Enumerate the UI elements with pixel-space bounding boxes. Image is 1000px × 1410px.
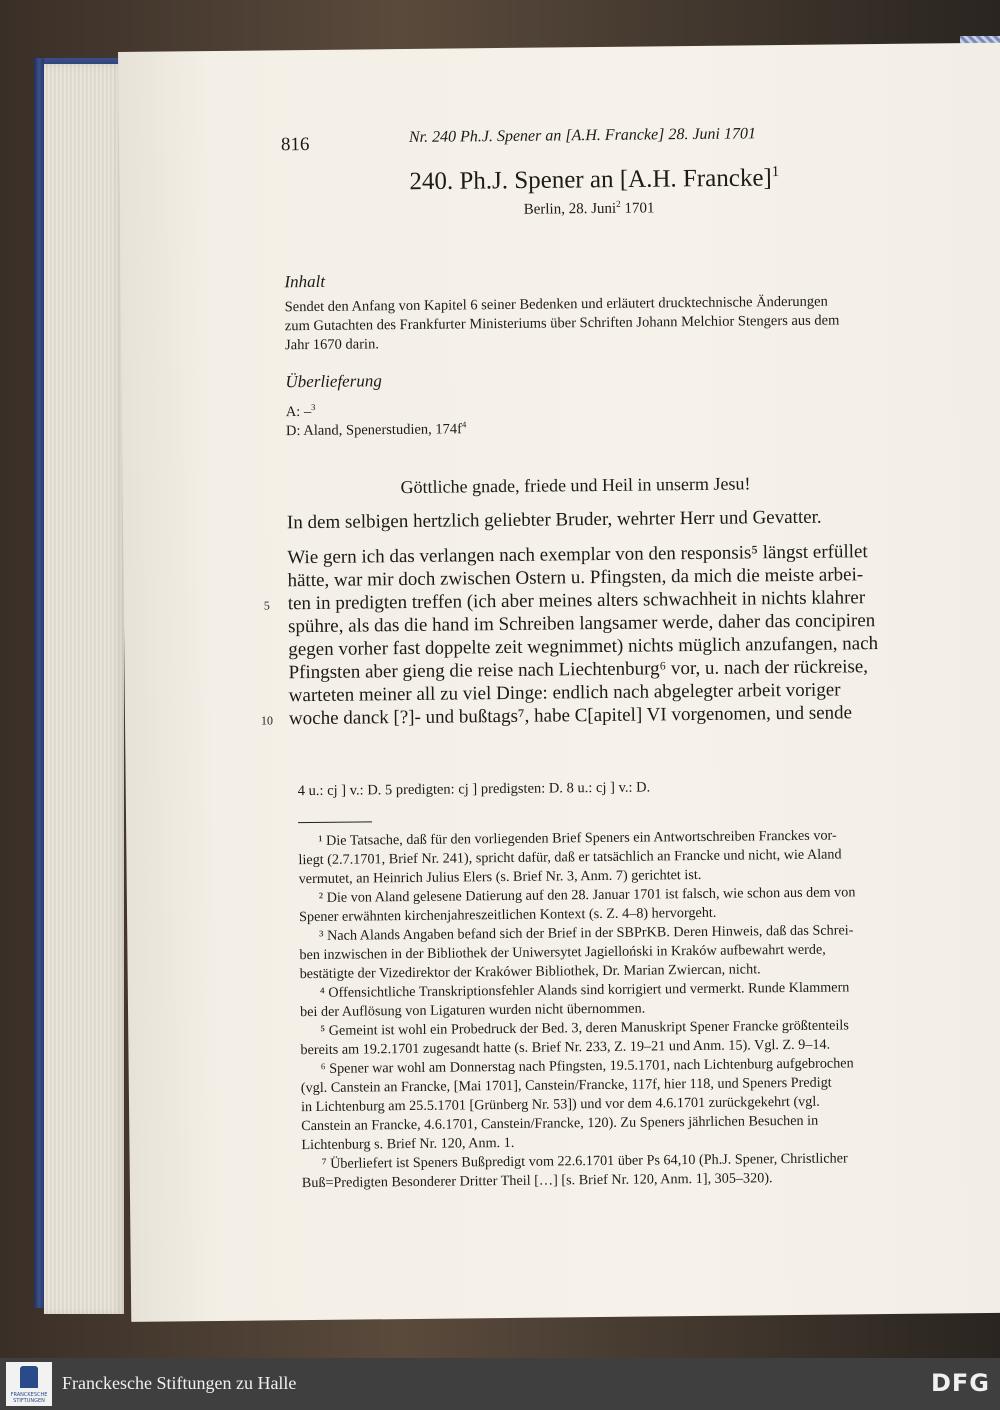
body-line: gegen vorher fast doppelte zeit wegnimmet) nichts müglich anzufangen, nach (288, 633, 879, 661)
footnote-rule (298, 821, 372, 823)
footnote-line: bei der Auflösung von Ligaturen wurden nicht übernommen. (299, 1000, 646, 1021)
footnote-line: ² Die von Aland gelesene Datierung auf den 28. Januar 1701 ist falsch, wie schon aus dem von (318, 884, 856, 906)
body-line: Wie gern ich das verlangen nach exemplar von den responsis⁵ längst erfüllet (287, 541, 868, 569)
viewer-footer (0, 1358, 1000, 1410)
footnote-line: (vgl. Canstein an Francke, [Mai 1701], Canstein/Francke, 117f, hier 118, und Speners Predigt (300, 1074, 832, 1097)
address-line: In dem selbigen hertzlich geliebter Bruder, wehrter Herr und Gevatter. (286, 506, 822, 534)
running-head: Nr. 240 Ph.J. Spener an [A.H. Francke] 28. Juni 1701 (408, 125, 757, 146)
letter-dateline: Berlin, 28. Juni$^2$ 1701 (523, 198, 655, 218)
inhalt-line: Sendet den Anfang von Kapitel 6 seiner Bedenken und erläutert drucktechnische Änderungen (284, 293, 828, 316)
footnote-line: Buß=Predigten Besonderer Dritter Theil […] [s. Brief Nr. 120, Anm. 1], 305–320). (301, 1170, 773, 1192)
footnote-line: bereits am 19.2.1701 zugesandt hatte (s. Brief Nr. 233, Z. 19–21 und Anm. 15). Vgl. Z. 9–14. (300, 1036, 831, 1059)
footnote-line: ¹ Die Tatsache, daß für den vorliegenden Brief Speners ein Antwortschreiben Franckes vor- (318, 827, 837, 849)
body-line: ten in predigten treffen (ich aber meines alters schwachheit in nichts klahrer (287, 587, 866, 615)
footnote-line: ben inzwischen in der Bibliothek der Uniwersytet Jagielloński in Kraków aufbewahrt werde, (299, 941, 826, 964)
institution-name[interactable]: Franckesche Stiftungen zu Halle (62, 1373, 297, 1393)
footnote-line: vermutet, an Heinrich Julius Elers (s. Brief Nr. 3, Anm. 7) gerichtet ist. (298, 866, 702, 888)
footnote-line: ⁴ Offensichtliche Transkriptionsfehler Alands sind korrigiert und vermerkt. Runde Klammern (319, 979, 850, 1001)
salutation: Göttliche gnade, friede und Heil in unserm Jesu! (400, 473, 751, 498)
critical-apparatus: 4 u.: cj ] v.: D. 5 predigten: cj ] predigsten: D. 8 u.: cj ] v.: D. (297, 779, 651, 800)
footnote-line: ⁷ Überliefert ist Speners Bußpredigt vom 22.6.1701 über Ps 64,10 (Ph.J. Spener, Christlicher (321, 1150, 848, 1172)
letter-title: 240. Ph.J. Spener an [A.H. Francke]$^1$ (409, 164, 780, 196)
body-line: spühre, als das die hand im Schreiben langsamer werde, daher das concipiren (287, 610, 876, 638)
page-number: 816 (280, 134, 310, 156)
logo-text: FRANCKESCHE STIFTUNGEN (10, 1392, 48, 1404)
building-icon (20, 1366, 38, 1388)
book-spine (34, 58, 44, 1308)
body-line: Pfingsten aber gieng die reise nach Liechtenburg⁶ vor, u. nach der rückreise, (288, 656, 869, 684)
section-heading-ueberlieferung: Überlieferung (285, 371, 382, 392)
body-line: hätte, war mir doch zwischen Ostern u. Pfingsten, da mich die meiste arbei- (287, 564, 864, 592)
line-number: 5 (263, 598, 270, 613)
inhalt-line: zum Gutachten des Frankfurter Ministeriums über Schriften Johann Melchior Stengers aus dem (284, 312, 840, 335)
footnote-line: bestätigte der Vizedirektor der Krakówer Bibliothek, Dr. Marian Zwiercan, nicht. (299, 961, 761, 983)
footnote-line: in Lichtenburg am 25.5.1701 [Grünberg Nr. 53]) und vor dem 4.6.1701 zurückgekehrt (vgl. (300, 1093, 820, 1116)
footnote-line: Canstein an Francke, 4.6.1701, Canstein/Francke, 120). Zu Speners jährlichen Besuchen in (301, 1112, 819, 1135)
dfg-logo[interactable]: DFG (930, 1369, 990, 1397)
footnote-line: Lichtenburg s. Brief Nr. 120, Anm. 1. (301, 1134, 515, 1154)
footnote-line: ⁶ Spener war wohl am Donnerstag nach Pfingsten, 19.5.1701, nach Lichtenburg aufgebrochen (320, 1055, 854, 1077)
page-edges (44, 64, 124, 1314)
footnote-line: Spener erwähnten kirchenjahreszeitlichen Kontext (s. Z. 4–8) hervorgeht. (298, 904, 717, 926)
body-line: woche danck [?]- und bußtags⁷, habe C[apitel] VI vorgenomen, und sende (288, 702, 853, 730)
book-page (118, 43, 1000, 1322)
line-number: 10 (260, 713, 274, 728)
footnote-line: ⁵ Gemeint ist wohl ein Probedruck der Bed. 3, deren Manuskript Spener Francke größtenteils (320, 1017, 849, 1039)
body-line: warteten meiner all zu viel Dinge: endlich nach abgelegter arbeit voriger (288, 679, 841, 707)
ueberlieferung-a: A: –$^3$ (285, 401, 316, 421)
franckesche-stiftungen-logo[interactable] (6, 1362, 52, 1406)
ueberlieferung-d: D: Aland, Spenerstudien, $174f^4$ (285, 419, 467, 440)
inhalt-line: Jahr 1670 darin. (284, 336, 379, 354)
section-heading-inhalt: Inhalt (284, 271, 326, 292)
footnote-line: ³ Nach Alands Angaben befand sich der Brief in der SBPrKB. Deren Hinweis, daß das Schrei- (319, 922, 854, 944)
footnote-line: liegt (2.7.1701, Brief Nr. 241), spricht dafür, daß er tatsächlich an Francke und nicht, wie Aland (298, 846, 842, 869)
